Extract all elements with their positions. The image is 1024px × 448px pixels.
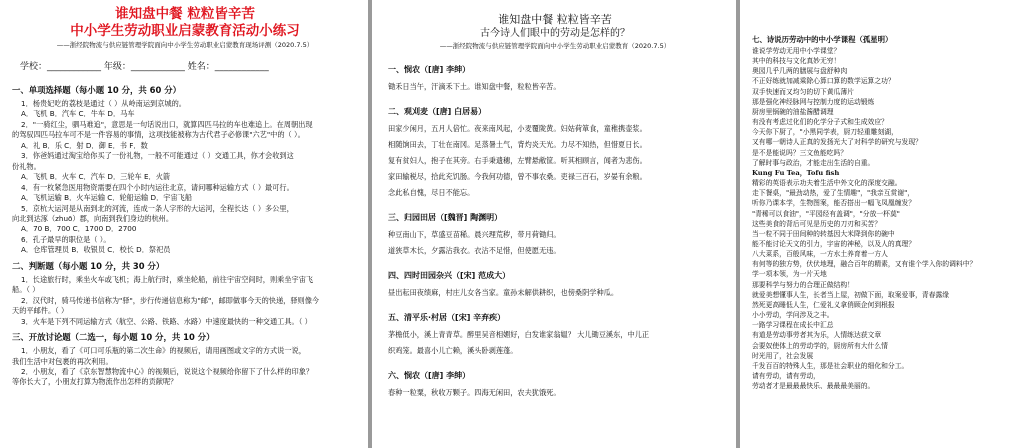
question-line: A．飞机 B．火车 C．汽车 D．三轮车 E．火箭: [21, 172, 171, 182]
poems-subtitle: ——浙经院物流与供应链管理学院面向中小学生劳动职业启蒙教育（2020.7.5）: [439, 42, 671, 50]
poem-line: 锄禾日当午，汗滴禾下土。谁知盘中餐，粒粒皆辛苦。: [388, 82, 561, 91]
poem-body: [388, 386, 722, 399]
question-line: 2．小朋友，看了《京东智慧物流中心》的视频后，说说这个视频给你留下了什么样的印象？: [21, 366, 314, 376]
worksheet-title-2: 中小学生劳动职业启蒙教育活动小练习: [70, 23, 300, 39]
question-line: 份礼物。: [12, 161, 41, 171]
question-line: 2．"一骑红尘，驷马难追"，意思是一句话说出口，就算四匹马拉的车也难追上。在周朝出现: [21, 119, 313, 129]
poem-line: 春种一粒粟，秋收万颗子。四海无闲田，农夫犹饿死。: [388, 388, 561, 397]
page-poems: [372, 0, 736, 448]
poem-line: 种豆南山下，草盛豆苗稀。晨兴理荒秽，带月荷锄归。: [388, 230, 561, 239]
poem-line: 其中的科技与文化真妙无穷！: [752, 57, 841, 66]
question-line: 1．小朋友，看了《可口可乐瓶的第二次生命》的视频后，请用画图或文字的方式说一说，: [21, 346, 306, 356]
poem-line: 小小劳动，学问涉及之丰。: [752, 311, 834, 320]
question-line: 1．杨贵妃吃的荔枝是通过（ ）从岭南运到京城的。: [21, 99, 186, 108]
poem-line: 当一粒不同于田间种的转基因大米降到你的碗中: [752, 229, 895, 238]
poem-line: 会要奴使体上的劳动学的，厨房所有大什么情: [752, 341, 888, 350]
question-line: 的驾驭四匹马拉车可不是一件容易的事情，这项技能被称为古代君子必修课"六艺"中的（ ）。: [12, 130, 305, 140]
poem-heading: 一、悯农（[唐] 李绅）: [388, 65, 471, 74]
question-line: 船。（ ）: [12, 285, 40, 295]
poem-line: 千发百百的特殊人生，那是社会职业的细化和分工。: [752, 361, 909, 370]
poem-line: 请有劳动，请有劳动，: [752, 372, 820, 380]
poem-line: 八大菜系，百般风味，一方水土养育着一方人: [752, 250, 888, 259]
poem-line: 双手快速而又均匀的切下黄瓜薄片: [752, 87, 854, 96]
poem-line: 那要科学与努力的合理正做结构！: [752, 280, 854, 289]
poems-question: 古今诗人们眼中的劳动是怎样的？: [480, 28, 630, 39]
labor-poem-body: [752, 46, 1016, 391]
poem-line: 就爱美想懂事人生，长者当上屋，初做下面，取案爱事，青春露缘: [752, 290, 950, 299]
poem-line: 有何等的独方势，伏伏地理，融合百年的精素，又有谁个学入你的调料中？: [752, 260, 977, 269]
question-line: A．仓库管理员 B．收银员 C．校长 D．祭祀员: [21, 245, 171, 255]
question-line: 6．孔子最早的职位是（ ）。: [21, 234, 111, 244]
question-line: 3．你爸妈通过淘宝给你买了一份礼物，一般不可能通过（ ）交通工具，你才会收到这: [21, 151, 294, 161]
question-line: 3．火车是下列不同运输方式（航空、公路、铁路、水路）中速度最快的一种交通工具。（ ）: [21, 316, 312, 326]
poem-line: 是不是能说吗？三文鱼能吃吗？: [752, 148, 848, 157]
worksheet-title-1: 谁知盘中餐 粒粒皆辛苦: [115, 6, 255, 22]
poem-line: 然死更高睡低人生，仁爱礼义拿俏顾企何到根报: [752, 300, 895, 309]
question-line: 等你长大了，小朋友打算为物流作出怎样的贡献呢？: [12, 377, 178, 387]
question-line: 4．有一枚紧急医用物资需要在四个小时内运往北京，请问哪种运输方式（ ）最可行。: [21, 182, 294, 192]
poem-line: 听你乃课本学，生物图案，能否搭出一幅飞凤凰缠发？: [752, 199, 916, 208]
poem-line: "青稀可以食油"，"平园经有盖调"，"分放一杯莫": [752, 209, 900, 218]
poem-line: 织鸡笼。最喜小儿亡赖，溪头卧剥莲蓬。: [388, 346, 518, 355]
labor-poem-heading: 七、诗说历劳动中的中小学课程（孤星明）: [752, 35, 893, 44]
poem-heading: 六、悯农（[唐] 李绅）: [388, 371, 471, 380]
poem-line: 有没有考虑过化们的化学分子式和生成效应？: [752, 118, 888, 127]
poem-heading: 四、四时田园杂兴（[宋] 范成大）: [388, 271, 511, 280]
poem-line: 厨房里锅碗的油盐酱醋调理: [752, 107, 834, 116]
poem-line: 昼出耘田夜绩麻，村庄儿女各当家。童孙未解供耕织，也傍桑阴学种瓜。: [388, 288, 619, 297]
section-heading: 三、开放讨论题（二选一，每小题 10 分，共 10 分）: [12, 332, 215, 343]
poem-body: [388, 328, 722, 357]
question-line: A．飞机 B．汽车 C．牛车 D．马车: [21, 109, 135, 119]
poem-body: [388, 122, 722, 199]
poem-line: 今天你下厨了，"小黑同学表，厨刀轻重雕刻湖，: [752, 128, 898, 137]
question-line: 向北到达涿（zhuō）郡，向南到我们身边的杭州。: [12, 213, 174, 223]
poems-title: 谁知盘中餐 粒粒皆辛苦: [498, 13, 612, 26]
question-line: 5．京杭大运河是从南到北的河流，连成一条人字形的大运河，全程长达（ ）多公里，: [21, 203, 294, 213]
poem-body: [388, 80, 722, 93]
poem-heading: 三、归园田居（[魏晋] 陶渊明）: [388, 213, 503, 222]
poem-line: 谁说学劳动无用中小学课堂？: [752, 47, 841, 55]
worksheet-subtitle: ——浙经院物流与供应链管理学院面向中小学生劳动职业启蒙教育现场评测（2020.7.5）: [56, 41, 314, 49]
poem-line: 这些美食的背后可见是历史的刀刃和买苦？: [752, 219, 882, 228]
poem-line: 劳动者才是最最最快乐、最最最美丽的。: [752, 382, 875, 391]
poem-line: 又有哪一朝诗人正真的发扬光大了对科学的研究与发现？: [752, 138, 922, 147]
worksheet-questions: [12, 84, 358, 388]
poem-body: [388, 286, 722, 299]
question-line: 2．汉代时，骑马传递书信称为"驿"，步行传递信息称为"邮"，邮即做事今天的快递，驿则像今: [21, 295, 320, 305]
student-info-line: 学校：____________ 年级：____________ 姓名：____________: [20, 62, 269, 72]
question-line: A．飞机运输 B．火车运输 C．轮船运输 D．宇宙飞船: [21, 193, 193, 203]
poem-line: 奥园几乎几两的膳展与盘舒种肉: [752, 67, 848, 76]
poem-line: 有道是劳动事劳者其为乐，人情练达获文章: [752, 331, 882, 340]
poem-line: 学一项本领，为一片天地: [752, 270, 827, 279]
poem-line: 一路学习课程在成长中汇总: [752, 321, 834, 330]
section-heading: 二、判断题（每小题 10 分，共 30 分）: [12, 260, 165, 271]
poem-line: 复有贫妇人，抱子在其旁。右手秉遗穗，左臂悬敝筐。听其相顾言，闻者为悲伤。: [388, 156, 647, 165]
page-worksheet: [0, 0, 368, 448]
poem-line: 不正好练就加减乘除心算口算的数学运算之功？: [752, 77, 895, 86]
question-line: A．70 B．700 C．1700 D．2700: [21, 224, 137, 234]
poem-line: 走下餐桌，"最劲动热，爱了生情趣"，"我亲互赏谢"，: [752, 189, 915, 198]
poem-line: Kung Fu Tea，Tofu fish: [752, 168, 840, 177]
question-line: 1．长途旅行时，乘坐火车或飞机；海上航行时，乘坐轮船，前往宇宙空间时，则乘坐宇宙飞: [21, 274, 314, 284]
poem-line: 茅檐低小，溪上青青草。醉里吴音相媚好，白发谁家翁媪？ 大儿锄豆溪东，中儿正: [388, 330, 650, 339]
poem-line: 田家少闲月，五月人倍忙。夜来南风起，小麦覆陇黄。妇姑荷箪食，童稚携壶浆。: [388, 124, 647, 133]
poem-line: 能不能讨论天文的引力，宇宙的神秘，以及人的真理？: [752, 239, 916, 248]
question-line: 天的平邮件。（ ）: [12, 306, 69, 316]
poem-line: 那是强化神经脉网与控制力度的运动锻炼: [752, 97, 875, 106]
poem-line: 道狭草木长，夕露沾我衣。衣沾不足惜，但使愿无违。: [388, 246, 561, 255]
poem-heading: 五、清平乐·村居（[宋] 辛弃疾）: [388, 313, 506, 322]
question-line: 我们生活中对包裹的再次利用。: [12, 356, 113, 366]
section-heading: 一、单项选择题（每小题 10 分，共 60 分）: [12, 85, 181, 95]
poem-line: 念此私自愧，尽日不能忘。: [388, 188, 475, 197]
question-line: A．礼 B．乐 C．射 D．御 E．书 F．数: [21, 140, 148, 150]
poem-line: 家田输税尽，拾此充饥肠。今我何功德，曾不事农桑。吏禄三百石，岁晏有余粮。: [388, 172, 647, 181]
poem-line: 精彩的英语表示功夫着生活中外文化的深度交融。: [752, 179, 902, 188]
poem-line: 了解时事与政治，才能走出生活的自重。: [752, 158, 875, 167]
poem-list: [388, 64, 722, 399]
poem-line: 时光用了，社会发展: [752, 351, 814, 360]
page-labor-poem: [740, 0, 1024, 448]
poem-heading: 二、观刈麦（[唐] 白居易）: [388, 107, 487, 116]
poem-line: 相随饷田去，丁壮在南冈。足蒸暑土气，背灼炎天光。力尽不知热，但惜夏日长。: [388, 140, 647, 149]
poem-body: [388, 228, 722, 257]
